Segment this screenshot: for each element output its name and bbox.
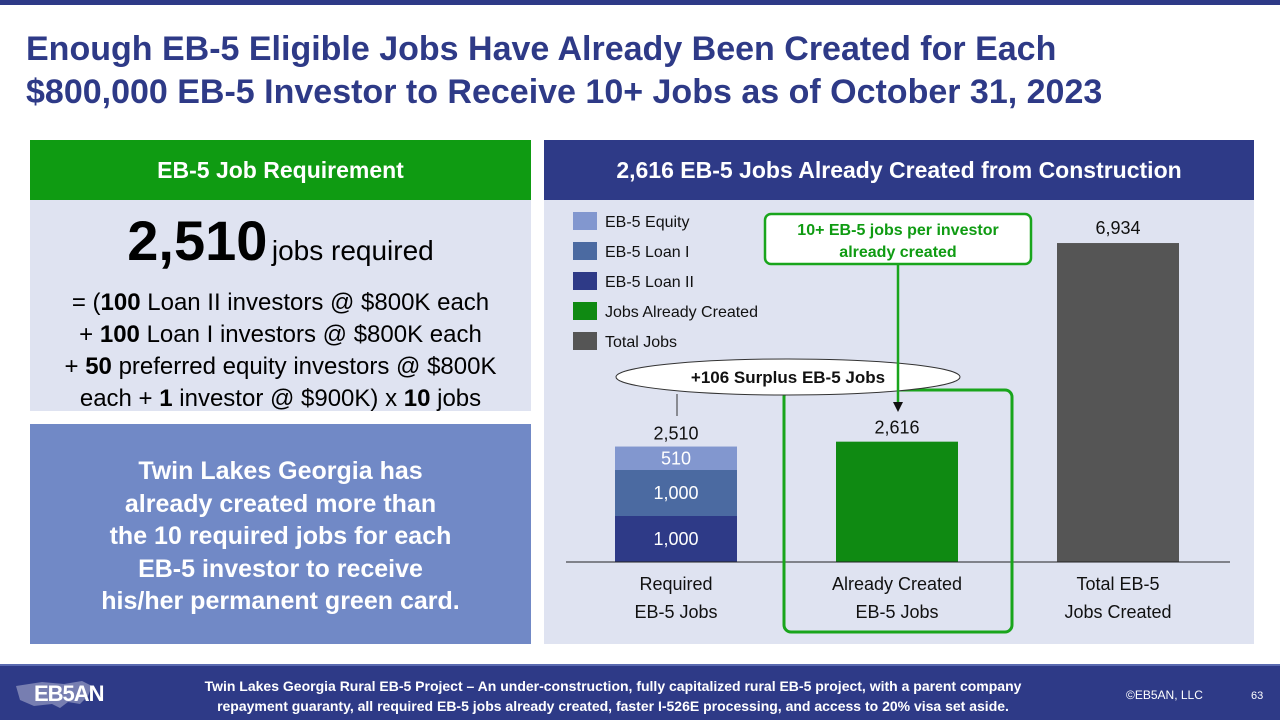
segment-label: 1,000 bbox=[653, 529, 699, 549]
requirement-formula bbox=[30, 287, 531, 415]
arrow-head bbox=[893, 402, 903, 412]
legend-label: Jobs Already Created bbox=[605, 304, 758, 321]
formula-line-1 bbox=[30, 287, 531, 319]
formula-number: 100 bbox=[100, 289, 141, 316]
legend-label: Total Jobs bbox=[605, 334, 678, 351]
segment-label: 510 bbox=[660, 448, 692, 469]
bar-value-label: 2,616 bbox=[874, 417, 920, 438]
formula-text: + bbox=[79, 321, 100, 348]
formula-text: preferred equity investors @ $800K bbox=[111, 353, 497, 380]
category-label: Total EB-5 bbox=[1076, 574, 1160, 594]
twin-lakes-line: Twin Lakes Georgia has bbox=[138, 457, 423, 485]
footer-line-2: repayment guaranty, all required EB-5 jobs already created, faster I-526E processing, and access to 20% visa set aside. bbox=[217, 698, 1009, 714]
jobs-bar-chart bbox=[544, 200, 1254, 644]
category-label: EB-5 Jobs bbox=[855, 602, 939, 622]
footer-bar bbox=[0, 664, 1280, 720]
legend-swatch bbox=[573, 272, 597, 290]
top-accent-bar bbox=[0, 0, 1280, 5]
page-title-line-2: $800,000 EB-5 Investor to Receive 10+ Jobs as of October 31, 2023 bbox=[26, 73, 1103, 111]
formula-text: Loan II investors @ $800K each bbox=[140, 289, 490, 316]
investor-callout-text: 10+ EB-5 jobs per investor bbox=[797, 222, 999, 239]
legend-swatch bbox=[573, 332, 597, 350]
formula-text: each + bbox=[79, 385, 160, 412]
bar-total-label: 2,510 bbox=[653, 423, 699, 444]
formula-number: 50 bbox=[85, 353, 112, 380]
formula-number: 10 bbox=[403, 385, 431, 412]
category-label: Already Created bbox=[831, 574, 963, 594]
jobs-required-line bbox=[30, 210, 531, 287]
twin-lakes-line: the 10 required jobs for each bbox=[109, 522, 452, 550]
legend-label: EB-5 Loan I bbox=[605, 244, 690, 261]
chart-header: 2,616 EB-5 Jobs Already Created from Construction bbox=[544, 140, 1254, 200]
legend-swatch bbox=[573, 302, 597, 320]
bar-total bbox=[1057, 243, 1179, 562]
formula-text: Loan I investors @ $800K each bbox=[139, 321, 482, 348]
chart-panel bbox=[544, 200, 1254, 644]
formula-text: investor @ $900K) x bbox=[172, 385, 404, 412]
twin-lakes-line: his/her permanent green card. bbox=[101, 587, 460, 615]
legend-swatch bbox=[573, 212, 597, 230]
formula-text: jobs bbox=[430, 385, 482, 412]
twin-lakes-line: already created more than bbox=[124, 489, 437, 518]
bar-value-label: 6,934 bbox=[1095, 218, 1141, 239]
bar-created bbox=[836, 442, 958, 562]
formula-text: + bbox=[64, 353, 86, 380]
jobs-required-unit: jobs required bbox=[271, 235, 434, 266]
twin-lakes-line: EB-5 investor to receive bbox=[138, 554, 423, 583]
segment-label: 1,000 bbox=[653, 483, 699, 503]
legend-swatch bbox=[573, 242, 597, 260]
legend-label: EB-5 Loan II bbox=[605, 274, 694, 291]
page-number: 63 bbox=[1251, 690, 1264, 702]
jobs-required-number: 2,510 bbox=[127, 209, 268, 272]
legend-label: EB-5 Equity bbox=[605, 214, 690, 231]
investor-callout-text: already created bbox=[839, 244, 957, 261]
footer-line-1: Twin Lakes Georgia Rural EB-5 Project – An under-construction, fully capitalized rural EB-5 project, with a parent company bbox=[204, 678, 1022, 694]
requirement-panel bbox=[30, 200, 531, 411]
surplus-callout-text: +106 Surplus EB-5 Jobs bbox=[690, 368, 886, 387]
footer-description bbox=[106, 676, 1120, 716]
page-title-line-1: Enough EB-5 Eligible Jobs Have Already Been Created for Each bbox=[26, 30, 1057, 68]
twin-lakes-callout bbox=[30, 424, 531, 644]
formula-line-4 bbox=[30, 383, 531, 415]
page-title bbox=[26, 28, 1256, 114]
formula-line-3 bbox=[30, 351, 531, 383]
formula-text: = ( bbox=[71, 289, 101, 316]
formula-number: 100 bbox=[99, 321, 140, 348]
logo-wordmark: EB5AN bbox=[34, 681, 104, 706]
copyright-text: ©EB5AN, LLC bbox=[1126, 688, 1203, 702]
formula-line-2 bbox=[30, 319, 531, 351]
formula-number: 1 bbox=[159, 385, 173, 412]
category-label: Required bbox=[639, 574, 713, 594]
requirement-header: EB-5 Job Requirement bbox=[30, 140, 531, 200]
eb5an-logo bbox=[12, 678, 104, 710]
category-label: Jobs Created bbox=[1064, 602, 1172, 622]
category-label: EB-5 Jobs bbox=[634, 602, 718, 622]
